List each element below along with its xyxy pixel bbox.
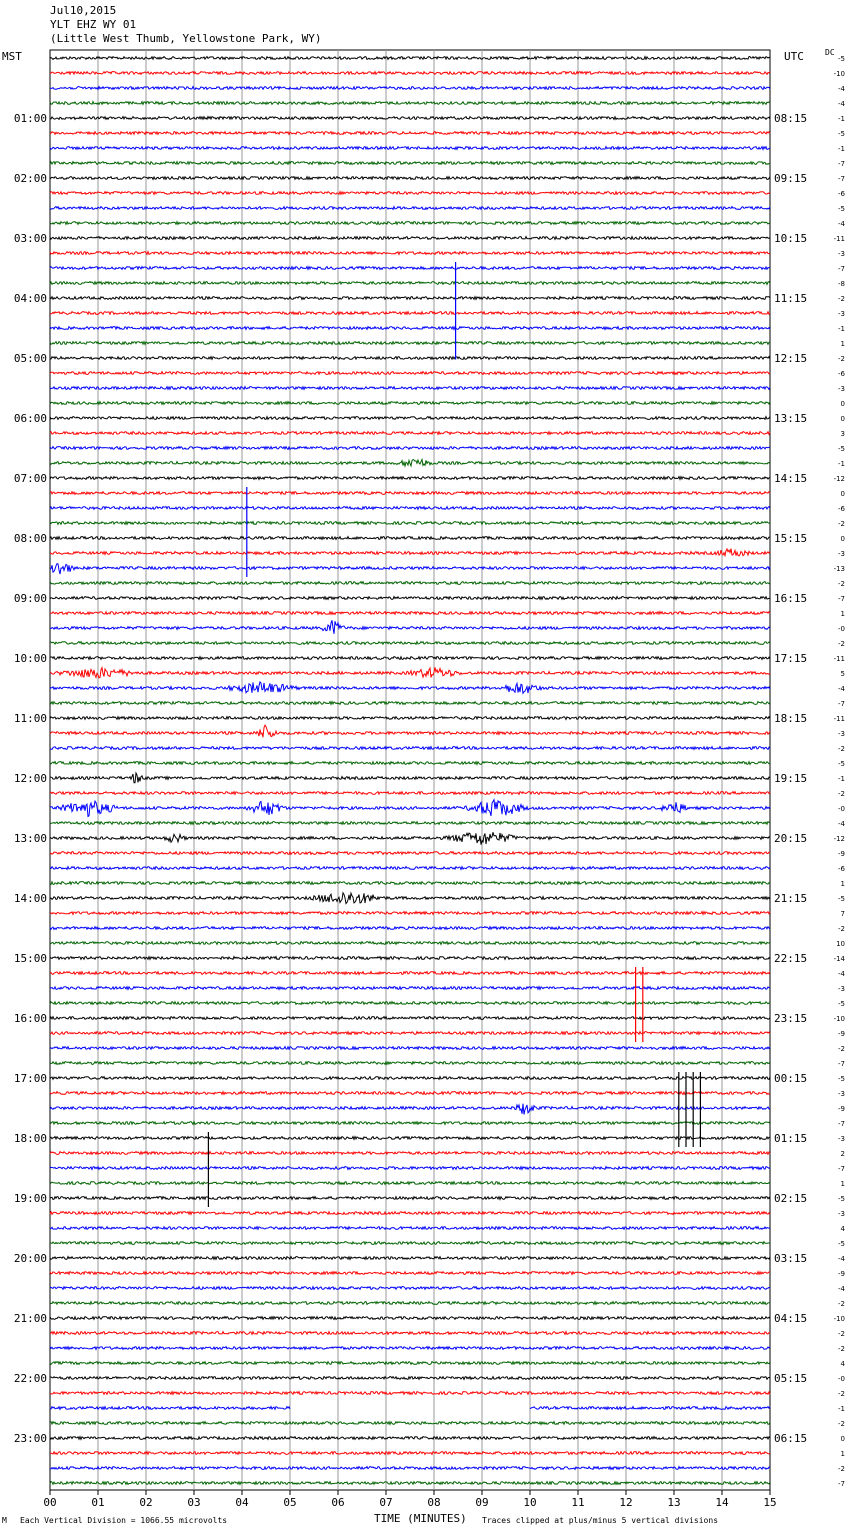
dc-offset-label: -7 [838,595,845,603]
dc-offset-label: -10 [833,1015,845,1023]
dc-offset-label: -3 [838,985,845,993]
seismic-trace [50,357,770,360]
seismic-trace [50,1182,770,1185]
seismic-trace [50,1422,770,1425]
left-hour-label: 20:00 [13,1252,47,1265]
dc-offset-label: -6 [838,505,845,513]
left-hour-label: 02:00 [13,172,47,185]
seismic-trace [50,620,770,634]
seismic-trace [50,822,770,825]
seismic-trace [50,1122,770,1125]
left-hour-label: 11:00 [13,712,47,725]
seismic-trace [50,800,770,817]
dc-offset-label: 1 [840,1180,845,1188]
dc-offset-label: -4 [838,820,845,828]
right-hour-label: 15:15 [774,532,808,545]
dc-offset-label: -5 [838,55,845,63]
left-hour-label: 04:00 [13,292,47,305]
dc-offset-label: -11 [833,235,845,243]
seismic-trace [50,1272,770,1275]
dc-offset-label: 1 [840,1450,845,1458]
left-hour-label: 08:00 [13,532,47,545]
dc-offset-label: -2 [838,1045,845,1053]
seismic-trace [50,867,770,870]
right-hour-label: 01:15 [774,1132,808,1145]
dc-offset-label: -1 [838,1405,845,1413]
right-hour-label: 06:15 [774,1432,808,1445]
dc-offset-label: 1 [840,610,845,618]
dc-offset-label: -3 [838,250,845,258]
dc-label: DC [825,48,835,57]
seismic-trace [50,1017,770,1020]
dc-offset-label: 5 [840,670,845,678]
seismic-trace [50,987,770,990]
seismic-trace [50,1047,770,1050]
dc-offset-label: -7 [838,160,845,168]
seismic-trace [50,402,770,405]
dc-offset-label: 4 [840,1225,845,1233]
seismic-trace [50,1392,770,1395]
seismic-trace [50,1437,770,1440]
clip-note: Traces clipped at plus/minus 5 vertical divisions [482,1516,719,1525]
dc-offset-label: 0 [840,490,845,498]
seismic-trace [50,1242,770,1245]
seismic-trace [50,1317,770,1320]
dc-offset-label: -6 [838,190,845,198]
left-axis-label: MST [2,50,22,63]
seismic-trace [50,912,770,915]
dc-offset-label: -6 [838,865,845,873]
dc-offset-label: -0 [838,1375,845,1383]
seismic-trace [50,1377,770,1380]
dc-offset-label: -9 [838,850,845,858]
right-hour-label: 14:15 [774,472,808,485]
seismic-trace [50,657,770,660]
dc-offset-label: -3 [838,730,845,738]
x-tick-label: 14 [715,1496,729,1509]
dc-offset-label: -7 [838,1480,845,1488]
x-axis-title: TIME (MINUTES) [374,1512,467,1525]
right-axis-label: UTC [784,50,804,63]
dc-offset-label: -9 [838,1270,845,1278]
dc-offset-label: -5 [838,895,845,903]
x-tick-label: 01 [91,1496,105,1509]
dc-offset-label: -3 [838,1090,845,1098]
dc-offset-label: -2 [838,355,845,363]
dc-offset-label: -2 [838,1465,845,1473]
left-hour-label: 13:00 [13,832,47,845]
dc-offset-label: -1 [838,460,845,468]
right-hour-label: 09:15 [774,172,808,185]
dc-offset-label: -1 [838,115,845,123]
right-hour-label: 20:15 [774,832,808,845]
seismic-trace [50,1467,770,1470]
seismic-trace [50,192,770,195]
x-tick-label: 10 [523,1496,537,1509]
seismic-trace [50,1167,770,1170]
seismic-trace [50,267,770,270]
dc-offset-label: 2 [840,1150,845,1158]
seismic-trace [50,1347,770,1350]
dc-offset-label: -2 [838,520,845,528]
left-hour-label: 06:00 [13,412,47,425]
right-hour-label: 12:15 [774,352,808,365]
right-hour-label: 03:15 [774,1252,808,1265]
right-hour-label: 02:15 [774,1192,808,1205]
dc-offset-label: 7 [840,910,845,918]
seismic-trace [50,372,770,375]
seismic-trace [50,1002,770,1005]
seismic-trace [50,252,770,255]
seismic-trace [50,832,770,844]
right-hour-label: 13:15 [774,412,808,425]
seismic-trace [50,1362,770,1365]
seismic-trace [50,582,770,585]
seismic-trace [50,342,770,345]
seismic-trace [50,1407,770,1410]
dc-offset-label: -7 [838,700,845,708]
dc-offset-label: -7 [838,265,845,273]
left-hour-label: 12:00 [13,772,47,785]
seismic-trace [50,312,770,315]
x-tick-label: 12 [619,1496,633,1509]
seismic-trace [50,222,770,225]
seismic-trace [50,297,770,300]
seismic-trace [50,1197,770,1200]
left-hour-label: 01:00 [13,112,47,125]
dc-offset-label: -5 [838,760,845,768]
seismic-trace [50,1302,770,1305]
left-hour-label: 18:00 [13,1132,47,1145]
dc-offset-label: -2 [838,925,845,933]
left-hour-label: 22:00 [13,1372,47,1385]
dc-offset-label: -12 [833,475,845,483]
seismic-trace [50,477,770,480]
left-hour-label: 07:00 [13,472,47,485]
left-hour-label: 09:00 [13,592,47,605]
seismic-trace [50,1257,770,1260]
dc-offset-label: -2 [838,295,845,303]
seismic-trace [50,162,770,165]
seismic-trace [50,1104,770,1115]
dc-offset-label: -4 [838,685,845,693]
dc-offset-label: -2 [838,745,845,753]
seismic-trace [50,717,770,720]
dc-offset-label: -2 [838,1345,845,1353]
seismic-trace [50,1212,770,1215]
seismic-trace [50,492,770,495]
dc-offset-label: -5 [838,205,845,213]
seismic-trace [50,177,770,180]
right-hour-label: 08:15 [774,112,808,125]
dc-offset-label: -13 [833,565,845,573]
seismic-trace [50,792,770,795]
x-tick-label: 00 [43,1496,57,1509]
dc-offset-label: -2 [838,790,845,798]
seismic-trace [50,447,770,450]
dc-offset-label: -4 [838,100,845,108]
dc-offset-label: -9 [838,1105,845,1113]
footer-mark: M [2,1516,7,1525]
x-tick-label: 06 [331,1496,345,1509]
dc-offset-label: -3 [838,385,845,393]
dc-offset-label: -7 [838,1165,845,1173]
dc-offset-label: 3 [840,430,845,438]
chart-date: Jul10,2015 [50,4,117,17]
dc-offset-label: 0 [840,1435,845,1443]
dc-offset-label: -10 [833,1315,845,1323]
seismic-trace [50,702,770,705]
seismic-trace [50,773,770,783]
seismic-trace [50,1152,770,1155]
left-hour-label: 15:00 [13,952,47,965]
dc-offset-label: -4 [838,1255,845,1263]
left-hour-label: 17:00 [13,1072,47,1085]
dc-offset-label: -11 [833,655,845,663]
chart-station: YLT EHZ WY 01 [50,18,137,31]
x-tick-label: 02 [139,1496,153,1509]
right-hour-label: 22:15 [774,952,808,965]
dc-offset-label: -4 [838,970,845,978]
left-hour-label: 23:00 [13,1432,47,1445]
seismic-trace [50,147,770,150]
seismic-trace [50,972,770,975]
seismic-trace [50,1287,770,1290]
dc-offset-label: -2 [838,1300,845,1308]
seismic-trace [50,1092,770,1095]
left-hour-label: 05:00 [13,352,47,365]
left-hour-label: 03:00 [13,232,47,245]
seismic-trace [50,432,770,435]
seismic-trace [50,942,770,945]
x-tick-label: 08 [427,1496,441,1509]
dc-offset-label: -11 [833,715,845,723]
right-hour-label: 16:15 [774,592,808,605]
dc-offset-label: -4 [838,220,845,228]
dc-offset-label: -3 [838,1210,845,1218]
seismic-trace [50,522,770,525]
x-tick-label: 07 [379,1496,393,1509]
dc-offset-label: 0 [840,400,845,408]
dc-offset-label: -4 [838,85,845,93]
right-hour-label: 23:15 [774,1012,808,1025]
dc-offset-label: -5 [838,130,845,138]
seismic-trace [50,1332,770,1335]
left-hour-label: 21:00 [13,1312,47,1325]
seismic-trace [50,327,770,330]
right-hour-label: 05:15 [774,1372,808,1385]
vertical-division-note: Each Vertical Division = 1066.55 microvolts [20,1516,228,1525]
seismic-trace [50,282,770,285]
left-hour-label: 19:00 [13,1192,47,1205]
dc-offset-label: 1 [840,880,845,888]
x-tick-label: 09 [475,1496,489,1509]
right-hour-label: 11:15 [774,292,808,305]
seismic-trace [50,1062,770,1065]
left-hour-label: 14:00 [13,892,47,905]
seismic-trace [50,1137,770,1140]
x-tick-label: 05 [283,1496,297,1509]
seismic-trace [50,87,770,90]
left-hour-label: 16:00 [13,1012,47,1025]
dc-offset-label: 0 [840,535,845,543]
dc-offset-label: -9 [838,1030,845,1038]
right-hour-label: 10:15 [774,232,808,245]
seismic-trace [50,893,770,904]
dc-offset-label: -3 [838,1135,845,1143]
seismic-trace [50,642,770,645]
seismic-trace [50,1077,770,1080]
seismic-trace [50,725,770,737]
seismic-trace [50,667,770,677]
seismic-trace [50,852,770,855]
seismic-trace [50,682,770,693]
seismic-trace [50,117,770,120]
seismic-trace [50,882,770,885]
dc-offset-label: -3 [838,310,845,318]
dc-offset-label: -12 [833,835,845,843]
right-hour-label: 00:15 [774,1072,808,1085]
dc-offset-label: -0 [838,625,845,633]
x-tick-label: 11 [571,1496,585,1509]
seismic-trace [50,1032,770,1035]
dc-offset-label: -4 [838,1285,845,1293]
dc-offset-label: -10 [833,70,845,78]
seismic-trace [50,237,770,240]
dc-offset-label: -5 [838,1195,845,1203]
dc-offset-label: -1 [838,145,845,153]
left-hour-label: 10:00 [13,652,47,665]
dc-offset-label: -0 [838,805,845,813]
dc-offset-label: -5 [838,1075,845,1083]
seismic-trace [50,72,770,75]
dc-offset-label: 1 [840,340,845,348]
seismic-trace [50,1452,770,1455]
seismic-trace [50,1227,770,1230]
x-tick-label: 04 [235,1496,249,1509]
dc-offset-label: 10 [836,940,845,948]
dc-offset-label: -2 [838,580,845,588]
x-tick-label: 13 [667,1496,681,1509]
seismic-trace [50,207,770,210]
seismic-trace [50,957,770,960]
right-hour-label: 19:15 [774,772,808,785]
seismic-trace [50,57,770,60]
right-hour-label: 18:15 [774,712,808,725]
seismic-trace [50,1482,770,1485]
seismic-trace [50,417,770,420]
seismic-trace [50,927,770,930]
dc-offset-label: -2 [838,1420,845,1428]
seismic-trace [50,747,770,750]
dc-offset-label: -5 [838,445,845,453]
dc-offset-label: -5 [838,1000,845,1008]
dc-offset-label: -2 [838,1330,845,1338]
dc-offset-label: -1 [838,775,845,783]
seismic-trace [50,537,770,540]
seismic-trace [50,507,770,510]
seismic-trace [50,102,770,105]
right-hour-label: 17:15 [774,652,808,665]
seismic-trace [50,564,770,574]
dc-offset-label: -7 [838,175,845,183]
dc-offset-label: -8 [838,280,845,288]
chart-location: (Little West Thumb, Yellowstone Park, WY) [50,32,322,45]
dc-offset-label: 4 [840,1360,845,1368]
x-tick-label: 15 [763,1496,777,1509]
dc-offset-label: 0 [840,415,845,423]
dc-offset-label: -14 [833,955,845,963]
dc-offset-label: -5 [838,1240,845,1248]
dc-offset-label: -6 [838,370,845,378]
dc-offset-label: -7 [838,1060,845,1068]
right-hour-label: 21:15 [774,892,808,905]
seismic-trace [50,762,770,765]
right-hour-label: 04:15 [774,1312,808,1325]
x-tick-label: 03 [187,1496,201,1509]
seismic-trace [50,549,770,556]
dc-offset-label: -7 [838,1120,845,1128]
seismic-trace [50,460,770,467]
seismic-trace [50,132,770,135]
dc-offset-label: -2 [838,1390,845,1398]
seismic-trace [50,612,770,615]
dc-offset-label: -3 [838,550,845,558]
seismic-trace [50,387,770,390]
dc-offset-label: -1 [838,325,845,333]
dc-offset-label: -2 [838,640,845,648]
seismic-trace [50,597,770,600]
